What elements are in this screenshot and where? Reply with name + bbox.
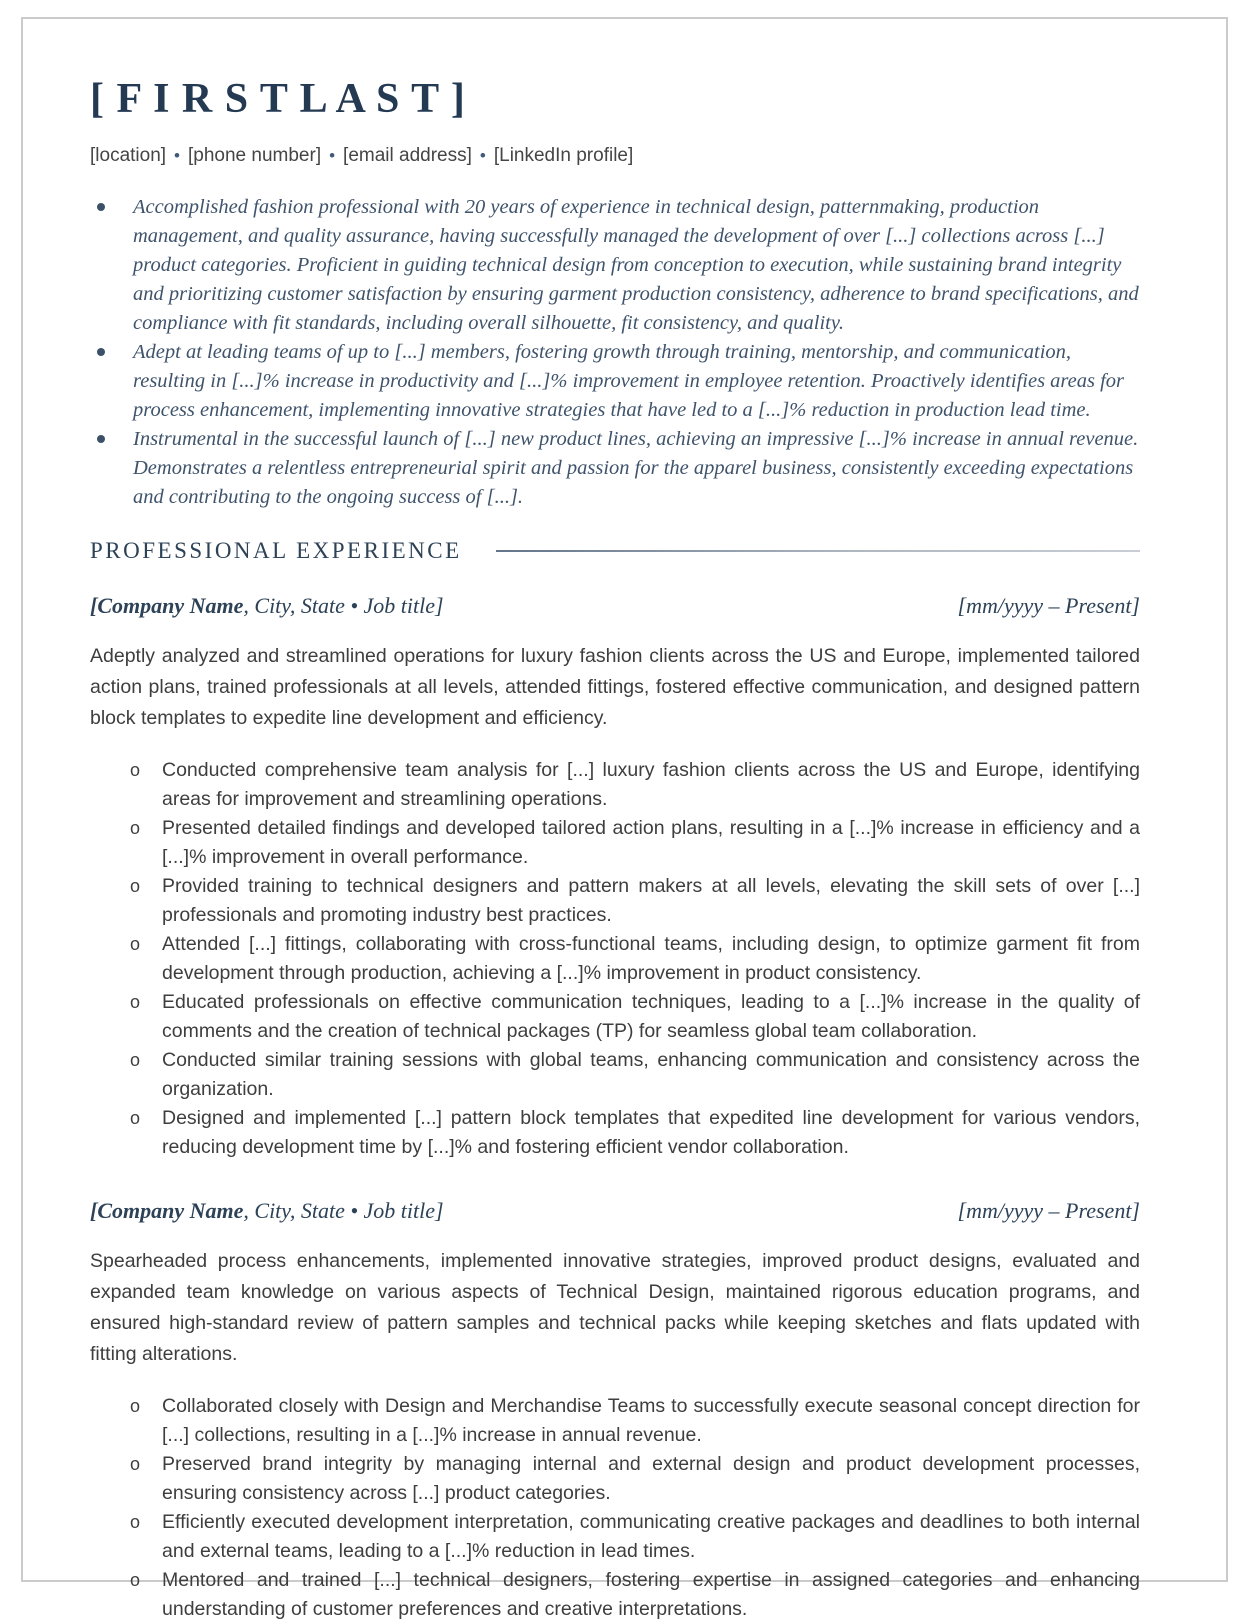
company-name: [Company Name: [90, 593, 244, 618]
job-header: [90, 593, 1140, 619]
summary-bullet-item: [90, 193, 1140, 338]
job-bullet-text: Provided training to technical designers and pattern makers at all levels, elevating the skill sets of over [...] professionals and promoting industry best practices.: [162, 875, 1140, 926]
job-bullet-text: Efficiently executed development interpretation, communicating creative packages and deadlines to both internal and external teams, leading to a [...]% reduction in lead times.: [162, 1511, 1140, 1562]
circle-marker-icon: o: [130, 876, 141, 896]
bullet-dot-icon: [97, 435, 105, 443]
job-company-line: [90, 593, 444, 619]
company-location-title: , City, State • Job title]: [243, 1198, 444, 1223]
contact-email: [email address]: [343, 145, 472, 166]
circle-marker-icon: o: [130, 1570, 141, 1590]
bullet-dot-icon: [97, 348, 105, 356]
bullet-separator-icon: •: [479, 146, 486, 165]
circle-marker-icon: o: [130, 1108, 141, 1128]
bullet-separator-icon: •: [174, 146, 180, 165]
summary-bullet-text: Instrumental in the successful launch of [...] new product lines, achieving an impressive [...]% increase in annual revenue. Demonstrates a relentless entrepreneurial spirit and passion for the apparel business, consistently exceeding expectations and contributing to the ongoing success of [...].: [133, 428, 1139, 508]
job-bullet-item: [90, 872, 1140, 930]
job-bullet-list: [90, 756, 1140, 1162]
contact-location: [location]: [90, 145, 167, 166]
circle-marker-icon: o: [130, 1050, 141, 1070]
job-bullet-item: [90, 1566, 1140, 1624]
job-bullet-list: [90, 1392, 1140, 1624]
circle-marker-icon: o: [130, 1396, 141, 1416]
circle-marker-icon: o: [130, 934, 141, 954]
job-bullet-item: [90, 988, 1140, 1046]
contact-linkedin: [LinkedIn profile]: [493, 145, 634, 166]
job-bullet-text: Educated professionals on effective communication techniques, leading to a [...]% increase in the quality of comments and the creation of technical packages (TP) for seamless global team collaboration.: [162, 991, 1140, 1042]
job-bullet-item: [90, 930, 1140, 988]
contact-phone: [phone number]: [188, 145, 322, 166]
job-bullet-text: Attended [...] fittings, collaborating with cross-functional teams, including design, to optimize garment fit from development through production, achieving a [...]% improvement in product consistency.: [162, 933, 1140, 984]
circle-marker-icon: o: [130, 1454, 141, 1474]
circle-marker-icon: o: [130, 992, 141, 1012]
summary-bullet-item: [90, 425, 1140, 512]
job-bullet-item: [90, 814, 1140, 872]
bullet-dot-icon: [97, 203, 105, 211]
job-dates: [mm/yyyy – Present]: [957, 1198, 1140, 1223]
job-bullet-text: Preserved brand integrity by managing internal and external design and product development processes, ensuring consistency across [...] product categories.: [162, 1453, 1140, 1504]
job-summary-paragraph: Spearheaded process enhancements, implemented innovative strategies, improved product designs, evaluated and expanded team knowledge on various aspects of Technical Design, maintained rigorous education programs, and ensured high-standard review of pattern samples and technical packs while keeping sketches and flats updated with fitting alterations.: [90, 1250, 1140, 1365]
job-header: [90, 1198, 1140, 1224]
job-bullet-text: Conducted comprehensive team analysis for [...] luxury fashion clients across the US and Europe, identifying areas for improvement and streamlining operations.: [162, 759, 1140, 810]
circle-marker-icon: o: [130, 818, 141, 838]
job-bullet-text: Collaborated closely with Design and Merchandise Teams to successfully execute seasonal concept direction for [...] collections, resulting in a [...]% increase in annual revenue.: [162, 1395, 1140, 1446]
section-divider-line: [496, 550, 1140, 552]
job-bullet-item: [90, 1104, 1140, 1162]
company-location-title: , City, State • Job title]: [243, 593, 444, 618]
summary-bullet-item: [90, 338, 1140, 425]
job-bullet-text: Presented detailed findings and developed tailored action plans, resulting in a [...]% increase in efficiency and a [...]% improvement in overall performance.: [162, 817, 1140, 868]
summary-bullet-text: Accomplished fashion professional with 20 years of experience in technical design, patternmaking, production management, and quality assurance, having successfully managed the development of over [...] collections across [...] product categories. Proficient in guiding technical design from conception to execution, while sustaining brand integrity and prioritizing customer satisfaction by ensuring garment production consistency, adherence to brand specifications, and compliance with fit standards, including overall silhouette, fit consistency, and quality.: [133, 196, 1139, 334]
summary-bullet-text: Adept at leading teams of up to [...] members, fostering growth through training, mentorship, and communication, resulting in [...]% increase in productivity and [...]% improvement in employee retention. Proactively identifies areas for process enhancement, implementing innovative strategies that have led to a [...]% reduction in production lead time.: [133, 341, 1125, 421]
resume-page: [21, 17, 1228, 1620]
experience-section-header: [90, 538, 1140, 564]
job-summary-paragraph: Adeptly analyzed and streamlined operations for luxury fashion clients across the US and Europe, implemented tailored action plans, trained professionals at all levels, attended fittings, fostered effective communication, and designed pattern block templates to expedite line development and efficiency.: [90, 645, 1140, 729]
job-bullet-text: Designed and implemented [...] pattern block templates that expedited line development for various vendors, reducing development time by [...]% and fostering efficient vendor collaboration.: [162, 1107, 1140, 1158]
bullet-separator-icon: •: [329, 146, 336, 165]
circle-marker-icon: o: [130, 760, 141, 780]
company-name: [Company Name: [90, 1198, 244, 1223]
job-bullet-item: [90, 1450, 1140, 1508]
resume-content: [23, 19, 1226, 1624]
job-company-line: [90, 1198, 444, 1224]
job-bullet-item: [90, 1508, 1140, 1566]
contact-line: [90, 145, 1140, 167]
job-bullet-item: [90, 1392, 1140, 1450]
section-title: PROFESSIONAL EXPERIENCE: [90, 538, 462, 563]
summary-section: [90, 193, 1140, 512]
job-bullet-item: [90, 1046, 1140, 1104]
candidate-name: [ F I R S T L A S T ]: [90, 76, 466, 122]
job-bullet-text: Conducted similar training sessions with global teams, enhancing communication and consistency across the organization.: [162, 1049, 1140, 1100]
job-bullet-item: [90, 756, 1140, 814]
job-bullet-text: Mentored and trained [...] technical designers, fostering expertise in assigned categories and enhancing understanding of customer preferences and creative interpretations.: [162, 1569, 1140, 1620]
circle-marker-icon: o: [130, 1512, 141, 1532]
job-dates: [mm/yyyy – Present]: [957, 593, 1140, 618]
